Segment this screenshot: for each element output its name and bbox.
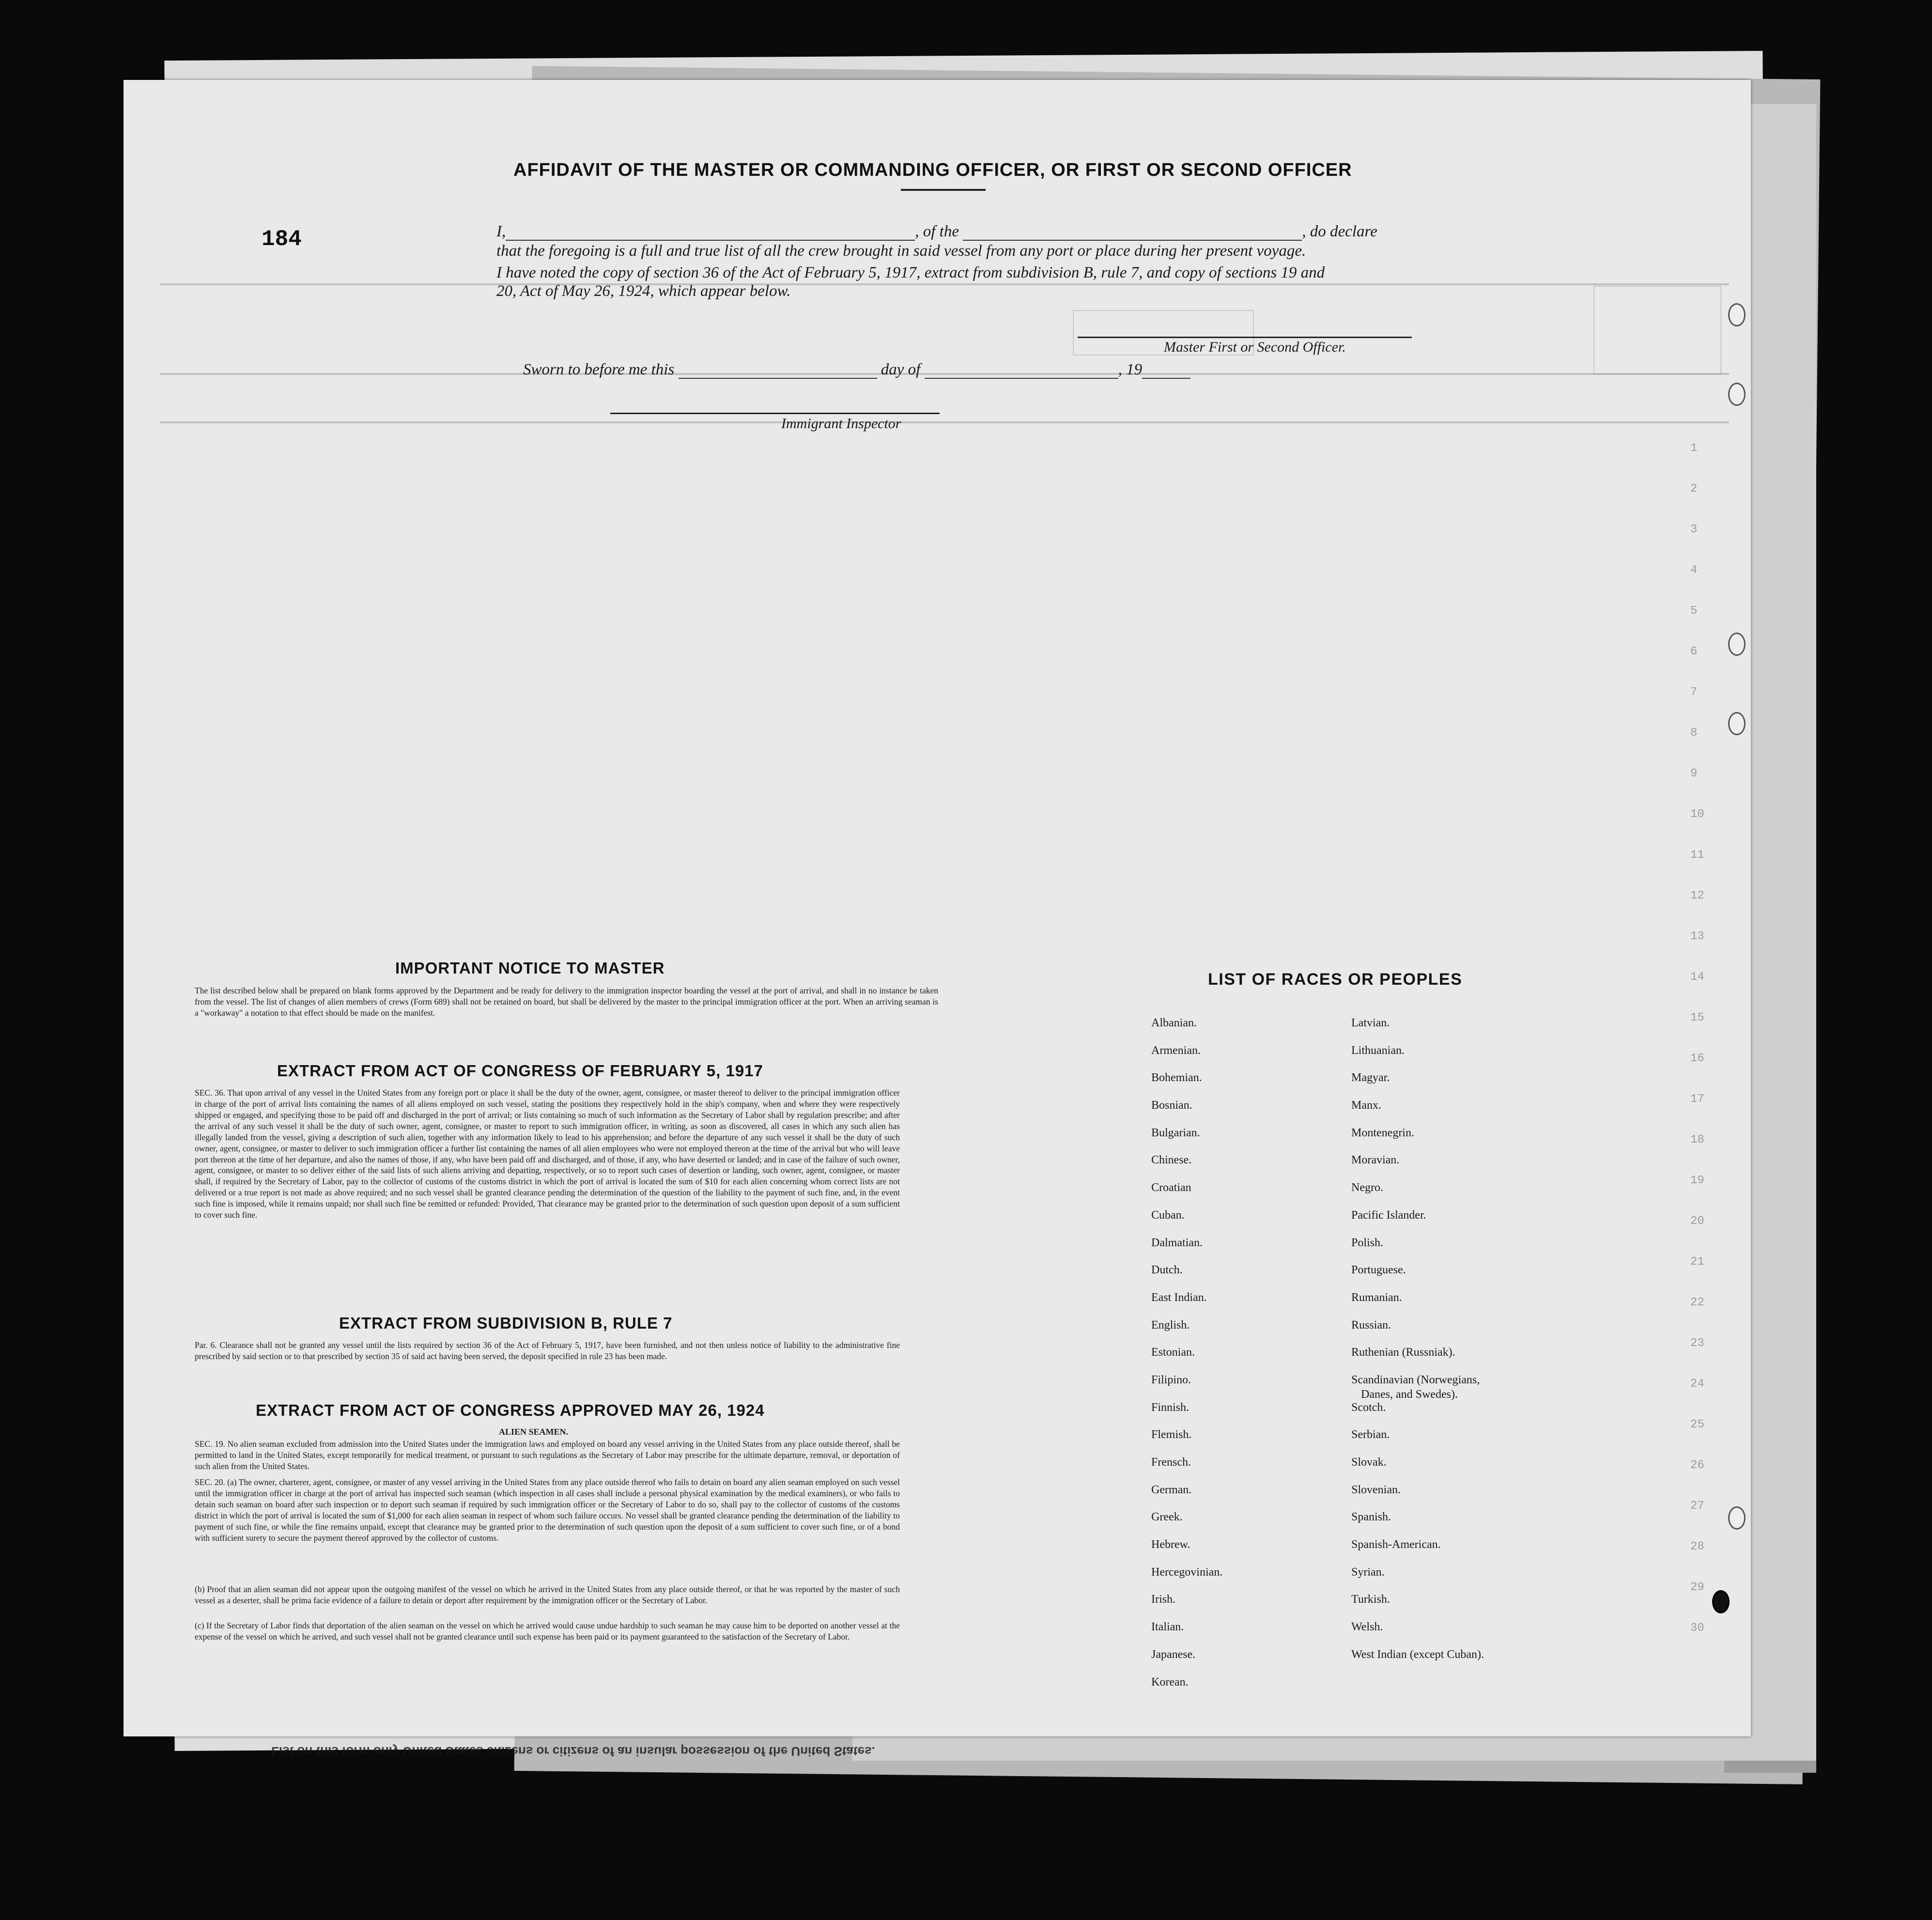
sworn-prefix: Sworn to before me this xyxy=(523,361,675,378)
notice-heading: IMPORTANT NOTICE TO MASTER xyxy=(395,959,665,977)
sec19-body: SEC. 19. No alien seaman excluded from admission into the United States under the immigration laws and employed on board any vessel arriving in the United States from any place outside thereof, shall be permitted to land in the United States, except temporarily for medical treatment, or pursuant to such regulations as the Secretary of Labor may prescribe for the ultimate departure, removal, or deportation of such alien from the United States. xyxy=(195,1439,900,1471)
punch-hole xyxy=(1728,383,1746,406)
sworn-year: , 19 xyxy=(1118,361,1143,378)
row-number: 22 xyxy=(1690,1296,1704,1309)
race-item: Ruthenian (Russniak). xyxy=(1351,1346,1455,1359)
race-item: Dalmatian. xyxy=(1151,1236,1203,1249)
sworn-line xyxy=(523,361,1190,379)
sec20b-body: (b) Proof that an alien seaman did not appear upon the outgoing manifest of the vessel on which he arrived in the United States from any place outside thereof, or that he was reported by the master of such vessel as a deserter, shall be prima facie evidence of a failure to detain or deport after requirement by the immigration officer or the Secretary of Labor. xyxy=(195,1584,900,1605)
race-item: Armenian. xyxy=(1151,1044,1201,1057)
ghost-box xyxy=(1593,286,1721,375)
race-item: Pacific Islander. xyxy=(1351,1208,1426,1222)
bottom-bleed-text: List on this form only United States citizens or citizens of an insular possession of the United States. xyxy=(271,1744,875,1759)
row-number: 25 xyxy=(1690,1418,1704,1431)
row-number: 28 xyxy=(1690,1540,1704,1553)
affidavit-line-2: that the foregoing is a full and true list of all the crew brought in said vessel from any port or place during her present voyage. xyxy=(496,242,1306,260)
race-item: Turkish. xyxy=(1351,1593,1390,1606)
master-label: Master First or Second Officer. xyxy=(1164,339,1346,355)
race-item: Flemish. xyxy=(1151,1428,1192,1441)
race-item: German. xyxy=(1151,1483,1192,1496)
punch-hole xyxy=(1728,633,1746,656)
row-number: 1 xyxy=(1690,442,1698,455)
race-item: Bulgarian. xyxy=(1151,1126,1200,1139)
race-item: Estonian. xyxy=(1151,1346,1195,1359)
race-item: Bosnian. xyxy=(1151,1099,1192,1112)
row-number: 13 xyxy=(1690,930,1704,943)
row-number: 12 xyxy=(1690,889,1704,902)
row-number: 29 xyxy=(1690,1581,1704,1594)
race-item: Korean. xyxy=(1151,1675,1189,1688)
extract-1917-body: SEC. 36. That upon arrival of any vessel in the United States from any foreign port or place it shall be the duty of the owner, agent, consignee, or master thereof to deliver to the principal immigration officer in charge of the port of arrival lists containing the names of all aliens employed on such vessel, stating the positions they respectively hold in the ship's company, when and where they were respectively shipped or engaged, and specifying those to be paid off and discharged in the port of arrival; or lists containing so much of such information as the Secretary of Labor shall by regulation prescribe; and after the arrival of any such vessel it shall be the duty of such owner, agent, consignee, or master to report to such immigration officer, in writing, as soon as discovered, all cases in which any such alien has illegally landed from the vessel, giving a description of such alien, together with any information likely to lead to his apprehension; and before the departure of any such vessel it shall be the duty of such owner, agent, consignee, or master to deliver to such immigration officer a further list containing the names of all alien employees who were not employed thereon at the time of the arrival but who will leave port thereon at the time of her departure, and also the names of those, if any, who have been paid off and discharged, and of those, if any, who have deserted or landed; and in case of the failure of such owner, agent, consignee, or master to so deliver either of the said lists of such aliens arriving and departing, respectively, or so to report such cases of desertion or landing, such owner, agent, consignee, or master shall, if required by the Secretary of Labor, pay to the collector of customs of the customs district in which the port of arrival is located the sum of $10 for each alien concerning whom correct lists are not delivered or a true report is not made as above required; and no such vessel shall be granted clearance pending the determination of the question of the liability to the payment of such fine, and, in the event such fine is imposed, while it remains unpaid; nor shall such fine be remitted or refunded: Provided, That clearance may be granted prior to the determination of such question upon deposit of a sum sufficient to cover such fine. xyxy=(195,1088,900,1220)
punch-hole xyxy=(1728,712,1746,735)
rule7-body: Par. 6. Clearance shall not be granted any vessel until the lists required by section 36 of the Act of February 5, 1917, have been furnished, and not then unless notice of liability to the administrative fine prescribed by said section or to that prescribed by section 35 of said act having been served, the deposit specified in rule 23 has been made. xyxy=(195,1340,900,1361)
affidavit-line-1 xyxy=(496,223,1377,241)
sec20c-body: (c) If the Secretary of Labor finds that deportation of the alien seaman on the vessel on which he arrived would cause undue hardship to such seaman he may cause him to be deported on another vessel at the expense of the vessel on which he arrived, and such vessel shall not be granted clearance until such expense has been paid or its payment guaranteed to the satisfaction of the Secretary of Labor. xyxy=(195,1621,900,1641)
row-number: 30 xyxy=(1690,1622,1704,1635)
race-item: Albanian. xyxy=(1151,1017,1197,1029)
race-item: Welsh. xyxy=(1351,1621,1383,1634)
row-number: 27 xyxy=(1690,1500,1704,1513)
row-number: 21 xyxy=(1690,1255,1704,1269)
row-number: 26 xyxy=(1690,1459,1704,1472)
race-item: Russian. xyxy=(1351,1318,1391,1332)
race-item: Slovenian. xyxy=(1351,1483,1401,1496)
race-item: Syrian. xyxy=(1351,1565,1385,1579)
race-item: Magyar. xyxy=(1351,1071,1390,1084)
race-item: Chinese. xyxy=(1151,1154,1192,1167)
race-item: Dutch. xyxy=(1151,1264,1183,1277)
race-item: Japanese. xyxy=(1151,1648,1196,1661)
race-item: Finnish. xyxy=(1151,1401,1190,1414)
row-number: 9 xyxy=(1690,767,1698,780)
punch-hole xyxy=(1712,1590,1730,1613)
sworn-day: day of xyxy=(881,361,921,378)
row-number: 4 xyxy=(1690,564,1698,577)
row-number: 11 xyxy=(1690,849,1704,862)
race-item: Lithuanian. xyxy=(1351,1044,1405,1057)
race-item: Cuban. xyxy=(1151,1208,1185,1222)
race-item: Greek. xyxy=(1151,1511,1183,1524)
race-item: Danes, and Swedes). xyxy=(1361,1388,1458,1401)
sworn-date-blank[interactable] xyxy=(679,364,877,379)
row-number: 2 xyxy=(1690,482,1698,495)
signature-line[interactable] xyxy=(1078,337,1412,338)
page-number: 184 xyxy=(262,227,302,252)
race-item: Rumanian. xyxy=(1351,1291,1402,1304)
affidavit-i: I, xyxy=(496,223,506,240)
race-item: Spanish-American. xyxy=(1351,1538,1441,1551)
row-number: 6 xyxy=(1690,645,1698,658)
race-item: Frensch. xyxy=(1151,1456,1191,1469)
punch-hole xyxy=(1728,303,1746,326)
race-item: Irish. xyxy=(1151,1593,1175,1606)
race-item: East Indian. xyxy=(1151,1291,1207,1304)
sworn-year-blank[interactable] xyxy=(1142,364,1190,379)
ghost-rule xyxy=(160,283,1729,285)
race-item: Hercegovinian. xyxy=(1151,1565,1223,1579)
row-number: 18 xyxy=(1690,1133,1704,1146)
race-item: Serbian. xyxy=(1351,1428,1390,1441)
row-number: 20 xyxy=(1690,1215,1704,1228)
extract-1917-heading: EXTRACT FROM ACT OF CONGRESS OF FEBRUARY 5, 1917 xyxy=(277,1062,763,1080)
races-column-1 xyxy=(1151,1016,1222,1703)
race-item: Croatian xyxy=(1151,1181,1191,1194)
races-heading: LIST OF RACES OR PEOPLES xyxy=(1208,970,1463,989)
alien-seamen-subheading: ALIEN SEAMEN. xyxy=(499,1427,569,1437)
title-rule xyxy=(901,189,986,191)
row-number: 14 xyxy=(1690,971,1704,984)
ghost-rule xyxy=(160,421,1729,423)
row-number: 7 xyxy=(1690,686,1698,699)
race-item: Spanish. xyxy=(1351,1511,1391,1524)
row-number: 10 xyxy=(1690,808,1704,821)
race-item: Negro. xyxy=(1351,1181,1383,1194)
row-number: 19 xyxy=(1690,1174,1704,1187)
row-number: 8 xyxy=(1690,727,1698,740)
affidavit-of-the: , of the xyxy=(915,223,959,240)
race-item: Scotch. xyxy=(1351,1401,1386,1414)
race-item: Polish. xyxy=(1351,1236,1384,1249)
affidavit-line-4: 20, Act of May 26, 1924, which appear below. xyxy=(496,282,791,300)
name-blank[interactable] xyxy=(506,226,915,241)
row-number: 24 xyxy=(1690,1378,1704,1391)
race-item: Moravian. xyxy=(1351,1154,1400,1167)
race-item: Portuguese. xyxy=(1351,1264,1406,1277)
affidavit-line-3: I have noted the copy of section 36 of the Act of February 5, 1917, extract from subdivision B, rule 7, and copy of sections 19 and xyxy=(496,264,1325,281)
row-number: 23 xyxy=(1690,1337,1704,1350)
race-item: Bohemian. xyxy=(1151,1071,1202,1084)
race-item: Latvian. xyxy=(1351,1017,1390,1029)
sec20a-body: SEC. 20. (a) The owner, charterer, agent, consignee, or master of any vessel arriving in the United States from any place outside thereof who fails to detain on board any alien seaman employed on such vessel until the immigration officer in charge at the port of arrival has inspected such seaman (which inspection in all cases shall include a personal physical examination by the medical examiners), or who fails to detain such seaman on board after such inspection or to deport such seaman if required by such immigration officer or the Secretary of Labor to do so, shall pay to the collector of customs of the customs district in which the port of arrival is located the sum of $1,000 for each alien seaman in respect of whom such failure occurs. No vessel shall be granted clearance pending the determination of the liability to payment of such fine, or while the fine remains unpaid, except that clearance may be granted prior to the determination of such question upon the deposit of a sum sufficient to cover such fine, or of a bond with sufficient surety to secure the payment thereof approved by the collector of customs. xyxy=(195,1477,900,1543)
race-item: Montenegrin. xyxy=(1351,1126,1414,1139)
race-item: Hebrew. xyxy=(1151,1538,1190,1551)
race-item: Scandinavian (Norwegians, xyxy=(1351,1373,1480,1386)
extract-1924-heading: EXTRACT FROM ACT OF CONGRESS APPROVED MAY 26, 1924 xyxy=(256,1401,765,1419)
row-number: 3 xyxy=(1690,523,1698,536)
affidavit-declare: , do declare xyxy=(1302,223,1377,240)
row-number: 5 xyxy=(1690,604,1698,618)
rule7-heading: EXTRACT FROM SUBDIVISION B, RULE 7 xyxy=(339,1314,673,1332)
race-item: English. xyxy=(1151,1318,1190,1332)
affidavit-title: AFFIDAVIT OF THE MASTER OR COMMANDING OFFICER, OR FIRST OR SECOND OFFICER xyxy=(513,160,1352,180)
notice-body: The list described below shall be prepared on blank forms approved by the Department and be ready for delivery to the immigration inspector boarding the vessel at the port of arrival, and shall in no instance be taken from the vessel. The list of changes of alien members of crews (Form 689) shall not be retained on board, but shall be delivered by the master to the principal immigration officer at the port. When an arriving seaman is a "workaway" a notation to that effect should be made on the manifest. xyxy=(195,986,938,1018)
sworn-month-blank[interactable] xyxy=(925,364,1118,379)
vessel-blank[interactable] xyxy=(963,226,1302,241)
race-item: Slovak. xyxy=(1351,1456,1387,1469)
race-item: West Indian (except Cuban). xyxy=(1351,1648,1484,1661)
inspector-label: Immigrant Inspector xyxy=(781,416,901,432)
row-number: 15 xyxy=(1690,1011,1704,1024)
punch-hole xyxy=(1728,1506,1746,1530)
race-item: Manx. xyxy=(1351,1099,1381,1112)
race-item: Filipino. xyxy=(1151,1373,1191,1386)
race-item: Italian. xyxy=(1151,1621,1184,1634)
inspector-line[interactable] xyxy=(610,413,940,414)
row-number: 16 xyxy=(1690,1052,1704,1065)
races-column-2 xyxy=(1351,1016,1484,1675)
row-number: 17 xyxy=(1690,1093,1704,1106)
